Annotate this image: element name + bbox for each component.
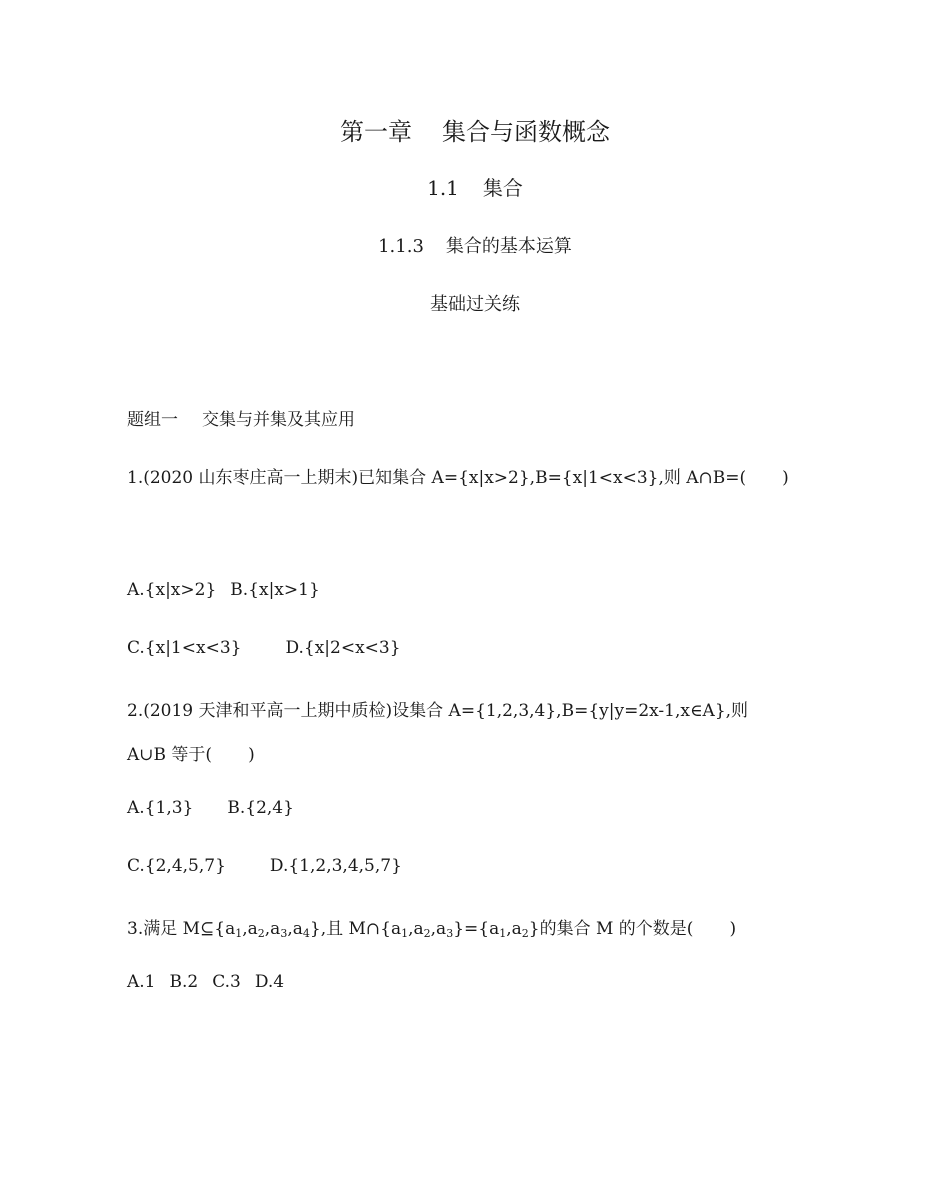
question-1-stem [127,463,789,488]
question-1-text: 1.(2020 山东枣庄高一上期末)已知集合 A={x|x>2},B={x|1<x<3},则 A∩B=( [127,468,747,488]
question-group-heading [127,405,355,430]
subscript: 2 [423,927,431,940]
question-2-option-b: B.{2,4} [227,798,294,818]
question-3-option-c: C.3 [212,972,241,992]
section-heading [0,172,950,201]
question-3-text-part-1: 3.满足 M⊆{a [127,919,236,939]
question-1-options-row-2 [127,638,401,658]
question-3-stem [127,914,736,939]
question-3-option-b: B.2 [169,972,199,992]
question-2-stem-line-1 [127,696,748,721]
group-label: 题组一 [127,410,178,430]
text-fragment: ,a [242,919,258,939]
group-title: 交集与并集及其应用 [202,410,355,430]
subsection-title: 集合的基本运算 [445,236,572,257]
question-1-options-row-1 [127,580,320,600]
chapter-heading [0,112,950,147]
subscript: 3 [446,927,454,940]
subscript: 1 [401,927,409,940]
question-1-option-a: A.{x|x>2} [127,580,217,600]
subscript: 2 [257,927,265,940]
question-2-answer-bracket: ) [248,745,255,765]
exercise-level: 基础过关练 [430,294,520,315]
question-2-stem-line-2 [127,740,255,765]
subsection-heading [0,232,950,258]
subscript: 3 [280,927,288,940]
text-fragment: ,a [506,919,522,939]
chapter-number: 第一章 [340,118,412,146]
text-fragment: ,a [430,919,447,939]
question-3-options-row [127,972,284,992]
subsection-number: 1.1.3 [378,236,424,257]
text-fragment: ,a [287,919,303,939]
question-2-option-c: C.{2,4,5,7} [127,856,226,876]
question-1-option-c: C.{x|1<x<3} [127,638,242,658]
subscript: 1 [499,927,507,940]
question-2-option-a: A.{1,3} [127,798,194,818]
question-1-option-b: B.{x|x>1} [230,580,320,600]
text-fragment: ,a [408,919,424,939]
question-3-text-part-2: },且 M∩{a [309,919,402,939]
subscript: 2 [521,927,529,940]
question-1-answer-bracket: ) [782,468,789,488]
question-2-text-continued: A∪B 等于( [127,745,213,765]
text-fragment: ,a [264,919,281,939]
question-2-options-row-2 [127,856,402,876]
question-1-option-d: D.{x|2<x<3} [285,638,401,658]
question-2-text: 2.(2019 天津和平高一上期中质检)设集合 A={1,2,3,4},B={y|y=2x-1,x∈A},则 [127,701,749,721]
question-3-option-a: A.1 [127,972,156,992]
section-title: 集合 [482,176,523,200]
chapter-title: 集合与函数概念 [442,118,610,146]
section-number: 1.1 [427,176,459,200]
question-3-text-part-3: }的集合 M 的个数是( [528,919,694,939]
question-3-answer-bracket: ) [729,919,737,939]
subscript: 1 [235,927,243,940]
question-2-options-row-1 [127,798,294,818]
subscript: 4 [302,927,310,940]
question-3-option-d: D.4 [254,972,285,992]
question-2-option-d: D.{1,2,3,4,5,7} [269,856,402,876]
text-fragment: }={a [453,919,500,939]
